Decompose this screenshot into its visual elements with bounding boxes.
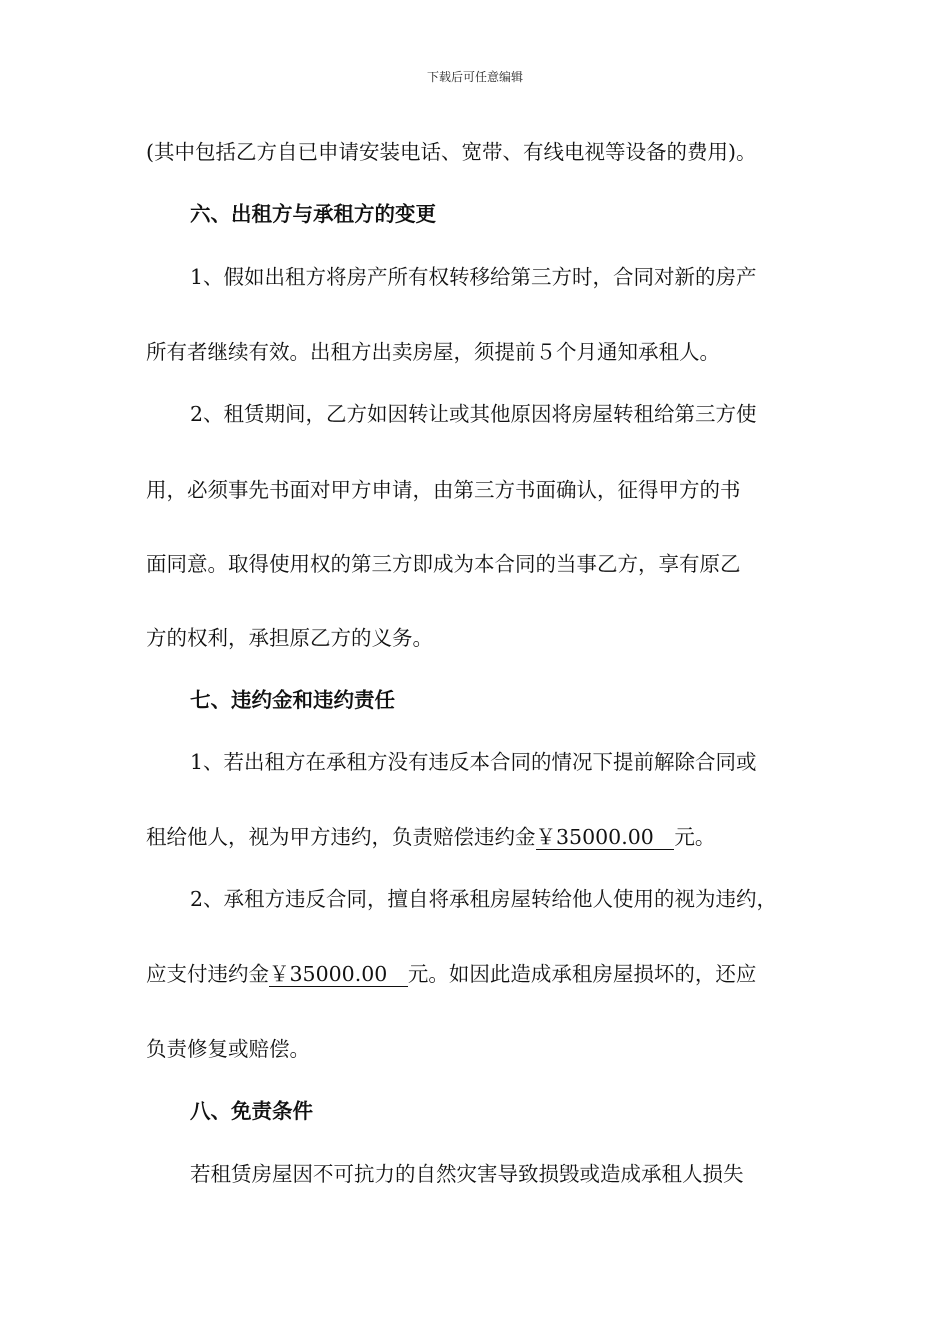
paragraph-line: (其中包括乙方自已申请安装电话、宽带、有线电视等设备的费用)。 — [146, 140, 757, 164]
paragraph-line: 负责修复或赔偿。 — [146, 1037, 310, 1061]
paragraph-line: 方的权利，承担原乙方的义务。 — [146, 626, 433, 650]
paragraph-line: 若租赁房屋因不可抗力的自然灾害导致损毁或造成承租人损失 — [190, 1162, 744, 1186]
section-heading-8: 八、免责条件 — [190, 1099, 313, 1123]
paragraph-line: 面同意。取得使用权的第三方即成为本合同的当事乙方，享有原乙 — [146, 552, 741, 576]
paragraph-line: 2、承租方违反合同，擅自将承租房屋转给他人使用的视为违约， — [190, 887, 778, 911]
paragraph-text: 应支付违约金 — [146, 962, 269, 986]
paragraph-text: 租给他人，视为甲方违约，负责赔偿违约金 — [146, 825, 536, 849]
section-heading-7: 七、违约金和违约责任 — [190, 688, 395, 712]
page-header: 下载后可任意编辑 — [426, 70, 523, 84]
paragraph-line: 2、租赁期间，乙方如因转让或其他原因将房屋转租给第三方使 — [190, 402, 757, 426]
paragraph-line: 1、若出租方在承租方没有违反本合同的情况下提前解除合同或 — [190, 750, 757, 774]
paragraph-line: 1、假如出租方将房产所有权转移给第三方时，合同对新的房产 — [190, 265, 757, 289]
section-heading-6: 六、出租方与承租方的变更 — [190, 202, 436, 226]
paragraph-line: 所有者继续有效。出租方出卖房屋，须提前５个月通知承租人。 — [146, 340, 720, 364]
penalty-amount-blank: ￥35000.00 — [269, 962, 408, 986]
paragraph-line-with-amount — [146, 960, 756, 988]
paragraph-text: 元。如因此造成承租房屋损坏的，还应 — [407, 962, 757, 986]
paragraph-line-with-amount — [146, 823, 715, 851]
paragraph-line: 用，必须事先书面对甲方申请，由第三方书面确认，征得甲方的书 — [146, 478, 741, 502]
penalty-amount-blank: ￥35000.00 — [535, 825, 675, 849]
paragraph-text: 元。 — [674, 825, 716, 849]
